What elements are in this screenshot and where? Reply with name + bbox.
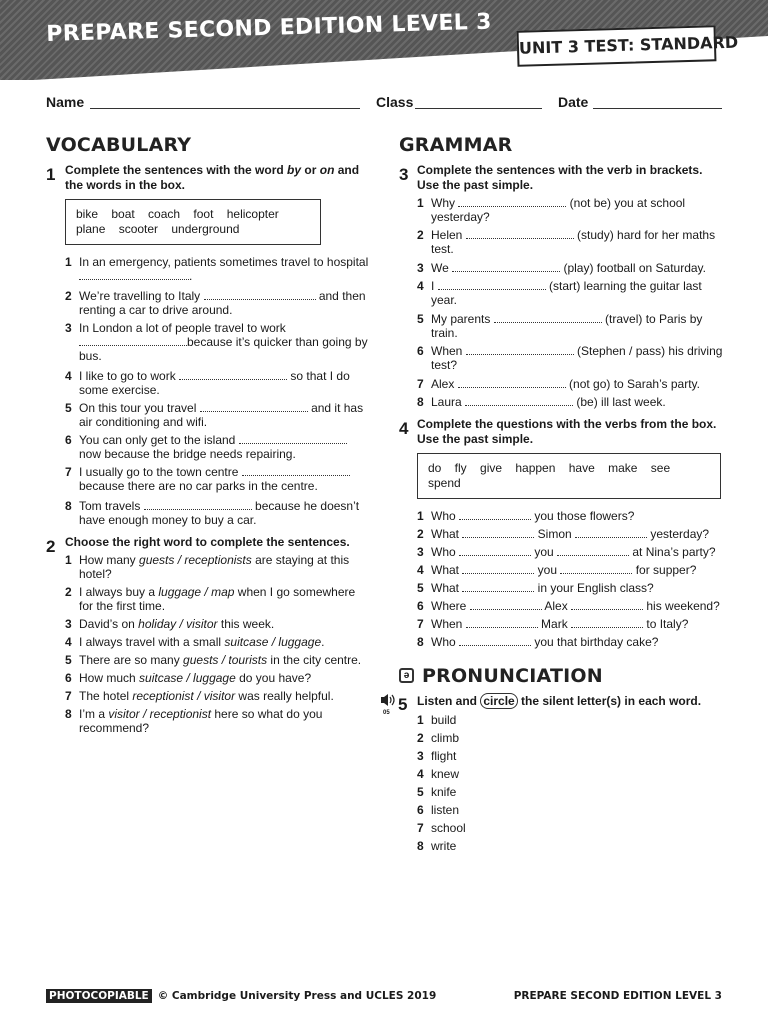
list-item: [65, 465, 369, 493]
answer-blank[interactable]: [462, 581, 534, 592]
item-text-part: (travel) to Paris by train.: [431, 312, 703, 340]
item-text: [417, 581, 723, 595]
item-text: [417, 261, 723, 275]
item-text-part: Where: [431, 599, 470, 613]
item-text: [417, 344, 723, 372]
name-label: Name: [46, 94, 85, 110]
item-number: 6: [417, 344, 424, 358]
item-text-part: Simon: [534, 527, 576, 541]
item-number: 5: [417, 312, 424, 326]
answer-blank[interactable]: [466, 617, 538, 628]
item-text: [417, 377, 723, 391]
item-text-part: because it’s quicker than going by bus.: [79, 335, 368, 363]
list-item: [417, 228, 723, 256]
item-number: 3: [417, 261, 424, 275]
item-text: [417, 527, 723, 541]
answer-blank[interactable]: [494, 312, 602, 323]
item-text: [417, 279, 723, 307]
item-text: [417, 196, 723, 224]
word-box-line: spend: [428, 476, 461, 490]
item-text: [417, 228, 723, 256]
item-text-part: How much: [79, 671, 140, 685]
pronunciation-title: PRONUNCIATION: [422, 665, 603, 687]
item-text-part: In London a lot of people travel to work: [79, 321, 286, 335]
item-text-part: in the city centre.: [267, 653, 362, 667]
page-title: PREPARE SECOND EDITION LEVEL 3: [46, 9, 492, 47]
item-text-part: so that I do some exercise.: [79, 369, 350, 397]
pronunciation-icon: ə: [399, 668, 414, 683]
word-choice[interactable]: guests / receptionists: [139, 553, 252, 567]
item-text-part: .: [321, 635, 325, 649]
item-text-part: Alex: [431, 377, 458, 391]
exercise-number: 2: [46, 537, 56, 556]
item-text-part: because he doesn’t have enough money to buy a car.: [79, 499, 360, 527]
list-item: [417, 821, 617, 835]
item-text-part: in your English class?: [534, 581, 654, 595]
item-text-part: his weekend?: [643, 599, 720, 613]
item-text-part: and it has air conditioning and wifi.: [79, 401, 364, 429]
exercise-instructions: Complete the sentences with the word by or on and the words in the box.: [65, 163, 360, 192]
silent-letter-word[interactable]: knew: [431, 767, 460, 781]
item-text: [417, 839, 617, 853]
item-text-part: and then renting a car to drive around.: [79, 289, 366, 317]
item-text-part: When: [431, 344, 466, 358]
list-item: [417, 261, 723, 275]
class-field[interactable]: [415, 108, 542, 109]
answer-blank[interactable]: [459, 509, 531, 520]
item-text-part: you those flowers?: [531, 509, 635, 523]
item-text-part: was really helpful.: [235, 689, 334, 703]
item-text-part: to Italy?: [643, 617, 689, 631]
item-text: [417, 731, 617, 745]
item-number: 7: [417, 617, 424, 631]
audio-track-number: 05: [383, 710, 390, 716]
item-text-part: The hotel: [79, 689, 133, 703]
item-number: 1: [417, 509, 424, 523]
item-text: [417, 545, 723, 559]
answer-blank[interactable]: [560, 563, 632, 574]
exercise-number: 4: [399, 419, 409, 438]
list-item: [417, 344, 723, 372]
item-text-part: do you have?: [235, 671, 312, 685]
item-text: [417, 713, 617, 727]
item-text-part: (start) learning the guitar last year.: [431, 279, 702, 307]
answer-blank[interactable]: [466, 228, 574, 239]
item-text-part: Who: [431, 635, 460, 649]
item-text: [65, 255, 369, 283]
item-text: [65, 289, 369, 317]
list-item: [417, 563, 723, 577]
list-item: [417, 635, 723, 649]
audio-speaker-icon[interactable]: [380, 693, 396, 717]
item-text: [417, 312, 723, 340]
list-item: [417, 509, 723, 523]
item-text-part: When: [431, 617, 466, 631]
item-text-part: I always travel with a small: [79, 635, 225, 649]
item-text-part: .: [189, 269, 193, 283]
item-text: [65, 369, 369, 397]
item-text: [65, 401, 369, 429]
silent-letter-word[interactable]: climb: [431, 731, 460, 745]
item-text-part: There are so many: [79, 653, 184, 667]
copyright: © Cambridge University Press and UCLES 2019: [157, 990, 437, 1002]
answer-blank[interactable]: [459, 635, 531, 646]
item-text: [417, 821, 617, 835]
list-item: [417, 617, 723, 631]
item-number: 5: [65, 401, 72, 415]
list-item: [65, 433, 369, 461]
list-item: [417, 731, 617, 745]
word-box: [417, 453, 721, 499]
item-number: 7: [417, 821, 424, 835]
item-text-part: Why: [431, 196, 459, 210]
item-number: 5: [417, 785, 424, 799]
exercise-number: 1: [46, 165, 56, 184]
answer-blank[interactable]: [438, 279, 546, 290]
item-number: 4: [65, 369, 72, 383]
answer-blank[interactable]: [204, 289, 316, 300]
item-text-part: In an emergency, patients sometimes travel to hospital: [79, 255, 369, 269]
item-number: 3: [417, 749, 424, 763]
item-text-part: Mark: [537, 617, 572, 631]
item-text: [65, 689, 369, 703]
exercise-number: 5: [398, 695, 408, 714]
item-text-part: Who: [431, 545, 460, 559]
list-item: [65, 707, 369, 735]
item-text-part: We: [431, 261, 453, 275]
item-number: 5: [417, 581, 424, 595]
item-text-part: (not be) you at school yesterday?: [431, 196, 686, 224]
answer-blank[interactable]: [458, 196, 566, 207]
item-number: 8: [417, 395, 424, 409]
item-text: [65, 671, 369, 685]
item-text-part: this week.: [217, 617, 275, 631]
item-text: [417, 767, 617, 781]
answer-blank[interactable]: [452, 261, 560, 272]
date-field[interactable]: [593, 108, 722, 109]
item-number: 1: [65, 255, 72, 269]
student-info-row: [46, 94, 722, 114]
list-item: [417, 196, 723, 224]
list-item: [65, 585, 369, 613]
item-number: 7: [65, 689, 72, 703]
item-number: 6: [417, 803, 424, 817]
list-item: [65, 255, 369, 283]
item-text: [417, 599, 723, 613]
answer-blank[interactable]: [462, 563, 534, 574]
item-text-part: are staying at this hotel?: [79, 553, 350, 581]
item-number: 8: [417, 635, 424, 649]
list-item: [417, 395, 723, 409]
list-item: [417, 713, 617, 727]
item-text-part: What: [431, 527, 463, 541]
item-number: 6: [417, 599, 424, 613]
item-text: [65, 635, 369, 649]
item-text: [417, 785, 617, 799]
list-item: [65, 289, 369, 317]
silent-letter-word[interactable]: knife: [431, 785, 457, 799]
item-text-part: Helen: [431, 228, 466, 242]
footer-left: [46, 990, 436, 1002]
item-number: 3: [417, 545, 424, 559]
item-text: [417, 563, 723, 577]
name-field[interactable]: [90, 108, 360, 109]
item-number: 4: [417, 563, 424, 577]
answer-blank[interactable]: [465, 395, 573, 406]
answer-blank[interactable]: [179, 369, 287, 380]
word-box: [65, 199, 321, 245]
silent-letter-word[interactable]: build: [431, 713, 457, 727]
word-choice[interactable]: luggage / map: [158, 585, 235, 599]
exercise-instructions: Choose the right word to complete the sentences.: [65, 535, 350, 549]
item-text-part: My parents: [431, 312, 494, 326]
test-badge: UNIT 3 TEST: STANDARD: [517, 25, 717, 67]
class-label: Class: [376, 94, 414, 110]
item-number: 8: [65, 499, 72, 513]
item-text-part: I’m a: [79, 707, 109, 721]
item-text-part: at Nina’s party?: [629, 545, 716, 559]
item-text: [65, 499, 369, 527]
answer-blank[interactable]: [466, 344, 574, 355]
item-text-part: You can only get to the island: [79, 433, 239, 447]
answer-blank[interactable]: [470, 599, 542, 610]
silent-letter-word[interactable]: write: [431, 839, 457, 853]
list-item: [417, 785, 617, 799]
item-number: 4: [417, 279, 424, 293]
item-number: 3: [65, 321, 72, 335]
list-item: [65, 653, 369, 667]
word-box-line: bike boat coach foot helicopter: [76, 207, 279, 221]
item-number: 5: [65, 653, 72, 667]
list-item: [65, 321, 369, 363]
item-number: 2: [417, 731, 424, 745]
item-text: [417, 749, 617, 763]
item-number: 1: [65, 553, 72, 567]
list-item: [65, 689, 369, 703]
word-choice[interactable]: suitcase / luggage: [224, 635, 322, 649]
photocopiable-badge: PHOTOCOPIABLE: [46, 989, 152, 1003]
list-item: [417, 581, 723, 595]
list-item: [417, 749, 617, 763]
item-number: 1: [417, 713, 424, 727]
answer-blank[interactable]: [575, 527, 647, 538]
item-text: [65, 321, 369, 363]
item-text-part: because there are no car parks in the centre.: [79, 479, 318, 493]
item-text: [65, 553, 369, 581]
answer-blank[interactable]: [239, 433, 347, 444]
item-number: 2: [417, 527, 424, 541]
answer-blank[interactable]: [79, 269, 189, 280]
item-text-part: now because the bridge needs repairing.: [79, 447, 296, 461]
item-number: 4: [417, 767, 424, 781]
answer-blank[interactable]: [571, 617, 643, 628]
list-item: [417, 377, 723, 391]
item-number: 3: [65, 617, 72, 631]
word-choice[interactable]: guests / tourists: [183, 653, 268, 667]
list-item: [417, 527, 723, 541]
item-text-part: We’re travelling to Italy: [79, 289, 204, 303]
list-item: [65, 553, 369, 581]
list-item: [417, 599, 723, 613]
item-text-part: yesterday?: [647, 527, 710, 541]
list-item: [65, 401, 369, 429]
item-number: 8: [65, 707, 72, 721]
item-text: [65, 465, 369, 493]
item-text-part: you: [534, 563, 561, 577]
item-text: [417, 803, 617, 817]
word-choice[interactable]: holiday / visitor: [138, 617, 218, 631]
word-choice[interactable]: visitor / receptionist: [108, 707, 212, 721]
word-box-line: plane scooter underground: [76, 222, 240, 236]
item-text: [417, 617, 723, 631]
answer-blank[interactable]: [571, 599, 643, 610]
silent-letter-word[interactable]: listen: [431, 803, 460, 817]
item-text: [65, 585, 369, 613]
item-text: [417, 509, 723, 523]
item-text: [65, 617, 369, 631]
item-text: [417, 395, 723, 409]
footer-right: PREPARE SECOND EDITION LEVEL 3: [513, 990, 722, 1002]
answer-blank[interactable]: [459, 545, 531, 556]
exercise-instructions: Complete the sentences with the verb in brackets. Use the past simple.: [417, 163, 703, 192]
list-item: [417, 545, 723, 559]
list-item: [65, 635, 369, 649]
exercise-number: 3: [399, 165, 409, 184]
list-item: [417, 803, 617, 817]
item-text-part: you that birthday cake?: [531, 635, 659, 649]
item-text-part: Who: [431, 509, 460, 523]
item-text-part: Laura: [431, 395, 466, 409]
item-number: 8: [417, 839, 424, 853]
item-text-part: for supper?: [632, 563, 697, 577]
item-text-part: What: [431, 581, 463, 595]
answer-blank[interactable]: [200, 401, 308, 412]
list-item: [417, 767, 617, 781]
answer-blank[interactable]: [458, 377, 566, 388]
item-text-part: On this tour you travel: [79, 401, 200, 415]
vocabulary-title: VOCABULARY: [46, 134, 192, 156]
list-item: [417, 279, 723, 307]
item-number: 7: [417, 377, 424, 391]
list-item: [65, 617, 369, 631]
item-number: 6: [65, 671, 72, 685]
item-number: 1: [417, 196, 424, 210]
silent-letter-word[interactable]: flight: [431, 749, 457, 763]
item-text-part: How many: [79, 553, 140, 567]
item-number: 2: [65, 585, 72, 599]
list-item: [65, 499, 369, 527]
item-text-part: Tom travels: [79, 499, 144, 513]
exercise-instructions: Complete the questions with the verbs from the box. Use the past simple.: [417, 417, 717, 446]
item-text-part: here so what do you recommend?: [79, 707, 323, 735]
silent-letter-word[interactable]: school: [431, 821, 466, 835]
list-item: [65, 671, 369, 685]
item-text-part: (Stephen / pass) his driving test?: [431, 344, 723, 372]
answer-blank[interactable]: [557, 545, 629, 556]
answer-blank[interactable]: [242, 465, 350, 476]
item-text-part: (play) football on Saturday.: [560, 261, 706, 275]
item-text: [65, 707, 369, 735]
item-number: 2: [417, 228, 424, 242]
word-box-line: do fly give happen have make see: [428, 461, 671, 475]
exercise-instructions: Listen and circle the silent letter(s) in each word.: [417, 694, 702, 708]
item-text-part: (study) hard for her maths test.: [431, 228, 716, 256]
list-item: [65, 369, 369, 397]
item-text-part: when I go somewhere for the first time.: [79, 585, 356, 613]
item-text: [65, 433, 369, 461]
item-text-part: (not go) to Sarah’s party.: [565, 377, 700, 391]
word-choice[interactable]: receptionist / visitor: [132, 689, 236, 703]
item-text-part: David’s on: [79, 617, 139, 631]
item-text-part: I: [431, 279, 438, 293]
item-text-part: (be) ill last week.: [573, 395, 666, 409]
answer-blank[interactable]: [144, 499, 252, 510]
grammar-title: GRAMMAR: [399, 134, 513, 156]
answer-blank[interactable]: [79, 335, 187, 346]
date-label: Date: [558, 94, 589, 110]
item-number: 4: [65, 635, 72, 649]
item-text-part: I always buy a: [79, 585, 159, 599]
item-text-part: Alex: [541, 599, 572, 613]
item-text-part: What: [431, 563, 463, 577]
word-choice[interactable]: suitcase / luggage: [139, 671, 236, 685]
item-number: 6: [65, 433, 72, 447]
item-text: [417, 635, 723, 649]
item-text-part: I usually go to the town centre: [79, 465, 242, 479]
answer-blank[interactable]: [462, 527, 534, 538]
item-number: 2: [65, 289, 72, 303]
list-item: [417, 312, 723, 340]
item-text-part: you: [531, 545, 558, 559]
item-text-part: I like to go to work: [79, 369, 180, 383]
list-item: [417, 839, 617, 853]
item-text: [65, 653, 369, 667]
item-number: 7: [65, 465, 72, 479]
